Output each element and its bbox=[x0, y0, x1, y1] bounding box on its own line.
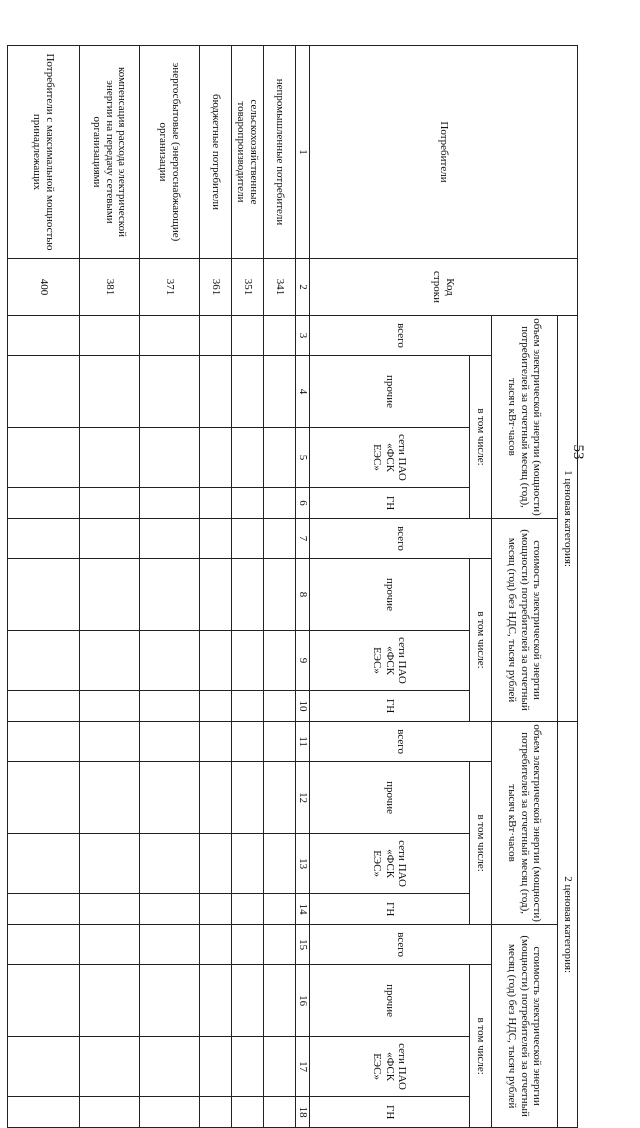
header-including: в том числе: bbox=[470, 965, 492, 1128]
value-cell bbox=[200, 559, 232, 631]
header-fsk: сети ПАО «ФСК ЕЭС» bbox=[310, 1037, 470, 1097]
value-cell bbox=[140, 356, 200, 428]
value-cell bbox=[80, 488, 140, 519]
value-cell bbox=[8, 894, 80, 925]
code-cell: 341 bbox=[264, 259, 296, 316]
value-cell bbox=[140, 316, 200, 356]
column-number: 16 bbox=[296, 965, 310, 1037]
value-cell bbox=[232, 559, 264, 631]
column-number: 13 bbox=[296, 834, 310, 894]
value-cell bbox=[80, 428, 140, 488]
value-cell bbox=[232, 519, 264, 559]
value-cell bbox=[80, 965, 140, 1037]
value-cell bbox=[200, 925, 232, 965]
header-including: в том числе: bbox=[470, 559, 492, 722]
value-cell bbox=[80, 925, 140, 965]
value-cell bbox=[264, 488, 296, 519]
value-cell bbox=[264, 1037, 296, 1097]
column-number: 6 bbox=[296, 488, 310, 519]
value-cell bbox=[80, 559, 140, 631]
value-cell bbox=[200, 894, 232, 925]
value-cell bbox=[200, 1097, 232, 1128]
header-fsk: сети ПАО «ФСК ЕЭС» bbox=[310, 428, 470, 488]
value-cell bbox=[140, 1037, 200, 1097]
value-cell bbox=[264, 1097, 296, 1128]
value-cell bbox=[232, 428, 264, 488]
consumers-price-category-table bbox=[7, 45, 578, 1128]
column-number: 15 bbox=[296, 925, 310, 965]
header-volume-cat1: объем электрической энергии (мощности) потребителей за отчетный месяц (год), тысяч кВт·часов bbox=[492, 316, 558, 519]
value-cell bbox=[140, 834, 200, 894]
value-cell bbox=[140, 428, 200, 488]
column-number: 14 bbox=[296, 894, 310, 925]
value-cell bbox=[80, 1037, 140, 1097]
header-total: всего bbox=[310, 925, 492, 965]
value-cell bbox=[200, 356, 232, 428]
value-cell bbox=[232, 834, 264, 894]
header-gn: ГН bbox=[310, 1097, 470, 1128]
value-cell bbox=[264, 316, 296, 356]
table-row bbox=[232, 46, 264, 1128]
header-including: в том числе: bbox=[470, 356, 492, 519]
code-cell: 381 bbox=[80, 259, 140, 316]
table-row bbox=[80, 46, 140, 1128]
column-number: 5 bbox=[296, 428, 310, 488]
value-cell bbox=[264, 762, 296, 834]
value-cell bbox=[140, 965, 200, 1037]
value-cell bbox=[232, 316, 264, 356]
value-cell bbox=[200, 631, 232, 691]
value-cell bbox=[200, 488, 232, 519]
value-cell bbox=[264, 356, 296, 428]
code-cell: 371 bbox=[140, 259, 200, 316]
value-cell bbox=[232, 965, 264, 1037]
header-cost-cat1: стоимость электрической энергии (мощности) потребителей за отчетный месяц (год) без НДС, тысяч рублей bbox=[492, 519, 558, 722]
value-cell bbox=[264, 894, 296, 925]
consumer-cell: энергосбытовые (энергоснабжающие) организации bbox=[140, 46, 200, 259]
value-cell bbox=[8, 965, 80, 1037]
value-cell bbox=[140, 925, 200, 965]
value-cell bbox=[8, 722, 80, 762]
column-number: 9 bbox=[296, 631, 310, 691]
value-cell bbox=[80, 762, 140, 834]
value-cell bbox=[8, 925, 80, 965]
consumer-cell: сельскохозяйственные товаропроизводители bbox=[232, 46, 264, 259]
value-cell bbox=[264, 965, 296, 1037]
value-cell bbox=[200, 428, 232, 488]
header-total: всего bbox=[310, 722, 492, 762]
value-cell bbox=[232, 356, 264, 428]
value-cell bbox=[8, 1037, 80, 1097]
code-cell: 351 bbox=[232, 259, 264, 316]
header-total: всего bbox=[310, 519, 492, 559]
value-cell bbox=[200, 834, 232, 894]
header-fsk: сети ПАО «ФСК ЕЭС» bbox=[310, 631, 470, 691]
value-cell bbox=[80, 722, 140, 762]
value-cell bbox=[8, 631, 80, 691]
value-cell bbox=[232, 762, 264, 834]
header-fsk: сети ПАО «ФСК ЕЭС» bbox=[310, 834, 470, 894]
column-number: 11 bbox=[296, 722, 310, 762]
value-cell bbox=[8, 691, 80, 722]
table-body bbox=[8, 46, 296, 1128]
column-number: 10 bbox=[296, 691, 310, 722]
header-total: всего bbox=[310, 316, 492, 356]
value-cell bbox=[80, 519, 140, 559]
value-cell bbox=[8, 1097, 80, 1128]
value-cell bbox=[232, 1037, 264, 1097]
column-number: 1 bbox=[296, 46, 310, 259]
table-row bbox=[140, 46, 200, 1128]
code-cell: 400 bbox=[8, 259, 80, 316]
header-cost-cat2: стоимость электрической энергии (мощности) потребителей за отчетный месяц (год) без НДС, тысяч рублей bbox=[492, 925, 558, 1128]
value-cell bbox=[80, 894, 140, 925]
header-other: прочие bbox=[310, 559, 470, 631]
column-number: 8 bbox=[296, 559, 310, 631]
column-number: 12 bbox=[296, 762, 310, 834]
value-cell bbox=[140, 559, 200, 631]
header-other: прочие bbox=[310, 762, 470, 834]
value-cell bbox=[200, 1037, 232, 1097]
value-cell bbox=[80, 1097, 140, 1128]
value-cell bbox=[200, 316, 232, 356]
value-cell bbox=[232, 925, 264, 965]
value-cell bbox=[80, 691, 140, 722]
table-row bbox=[200, 46, 232, 1128]
value-cell bbox=[80, 316, 140, 356]
column-number-row bbox=[296, 46, 310, 1128]
value-cell bbox=[8, 356, 80, 428]
value-cell bbox=[140, 1097, 200, 1128]
consumer-cell: компенсация расхода электрической энергии на передачу сетевыми организациями bbox=[80, 46, 140, 259]
header-price-category-2: 2 ценовая категория: bbox=[558, 722, 578, 1128]
value-cell bbox=[80, 356, 140, 428]
page-number: 53 bbox=[570, 444, 586, 460]
value-cell bbox=[232, 631, 264, 691]
header-other: прочие bbox=[310, 356, 470, 428]
header-gn: ГН bbox=[310, 488, 470, 519]
table-row bbox=[8, 46, 80, 1128]
value-cell bbox=[264, 631, 296, 691]
header-including: в том числе: bbox=[470, 762, 492, 925]
value-cell bbox=[80, 631, 140, 691]
column-number: 2 bbox=[296, 259, 310, 316]
value-cell bbox=[232, 894, 264, 925]
consumer-cell: непромышленные потребители bbox=[264, 46, 296, 259]
value-cell bbox=[140, 519, 200, 559]
value-cell bbox=[200, 762, 232, 834]
value-cell bbox=[80, 834, 140, 894]
table-row bbox=[264, 46, 296, 1128]
value-cell bbox=[8, 834, 80, 894]
header-consumers: Потребители bbox=[310, 46, 578, 259]
value-cell bbox=[264, 834, 296, 894]
header-volume-cat2: объем электрической энергии (мощности) потребителей за отчетный месяц (год), тысяч кВт·часов bbox=[492, 722, 558, 925]
rotated-table-container bbox=[31, 45, 578, 1120]
column-number: 3 bbox=[296, 316, 310, 356]
value-cell bbox=[8, 488, 80, 519]
value-cell bbox=[140, 631, 200, 691]
header-code: Код строки bbox=[310, 259, 578, 316]
value-cell bbox=[140, 762, 200, 834]
value-cell bbox=[264, 559, 296, 631]
code-cell: 361 bbox=[200, 259, 232, 316]
value-cell bbox=[8, 762, 80, 834]
value-cell bbox=[8, 428, 80, 488]
column-number: 7 bbox=[296, 519, 310, 559]
column-number: 4 bbox=[296, 356, 310, 428]
value-cell bbox=[264, 691, 296, 722]
value-cell bbox=[232, 691, 264, 722]
consumer-cell: бюджетные потребители bbox=[200, 46, 232, 259]
column-number: 17 bbox=[296, 1037, 310, 1097]
value-cell bbox=[200, 691, 232, 722]
value-cell bbox=[264, 428, 296, 488]
header-gn: ГН bbox=[310, 894, 470, 925]
column-number: 18 bbox=[296, 1097, 310, 1128]
header-gn: ГН bbox=[310, 691, 470, 722]
value-cell bbox=[140, 722, 200, 762]
value-cell bbox=[232, 1097, 264, 1128]
value-cell bbox=[264, 722, 296, 762]
header-other: прочие bbox=[310, 965, 470, 1037]
consumer-cell: Потребители с максимальной мощностью принадлежащих bbox=[8, 46, 80, 259]
value-cell bbox=[200, 519, 232, 559]
value-cell bbox=[232, 722, 264, 762]
value-cell bbox=[8, 316, 80, 356]
value-cell bbox=[264, 925, 296, 965]
value-cell bbox=[232, 488, 264, 519]
value-cell bbox=[140, 691, 200, 722]
header-price-category-1: 1 ценовая категория: bbox=[558, 316, 578, 722]
value-cell bbox=[264, 519, 296, 559]
value-cell bbox=[8, 519, 80, 559]
value-cell bbox=[140, 488, 200, 519]
value-cell bbox=[200, 965, 232, 1037]
value-cell bbox=[200, 722, 232, 762]
value-cell bbox=[8, 559, 80, 631]
value-cell bbox=[140, 894, 200, 925]
